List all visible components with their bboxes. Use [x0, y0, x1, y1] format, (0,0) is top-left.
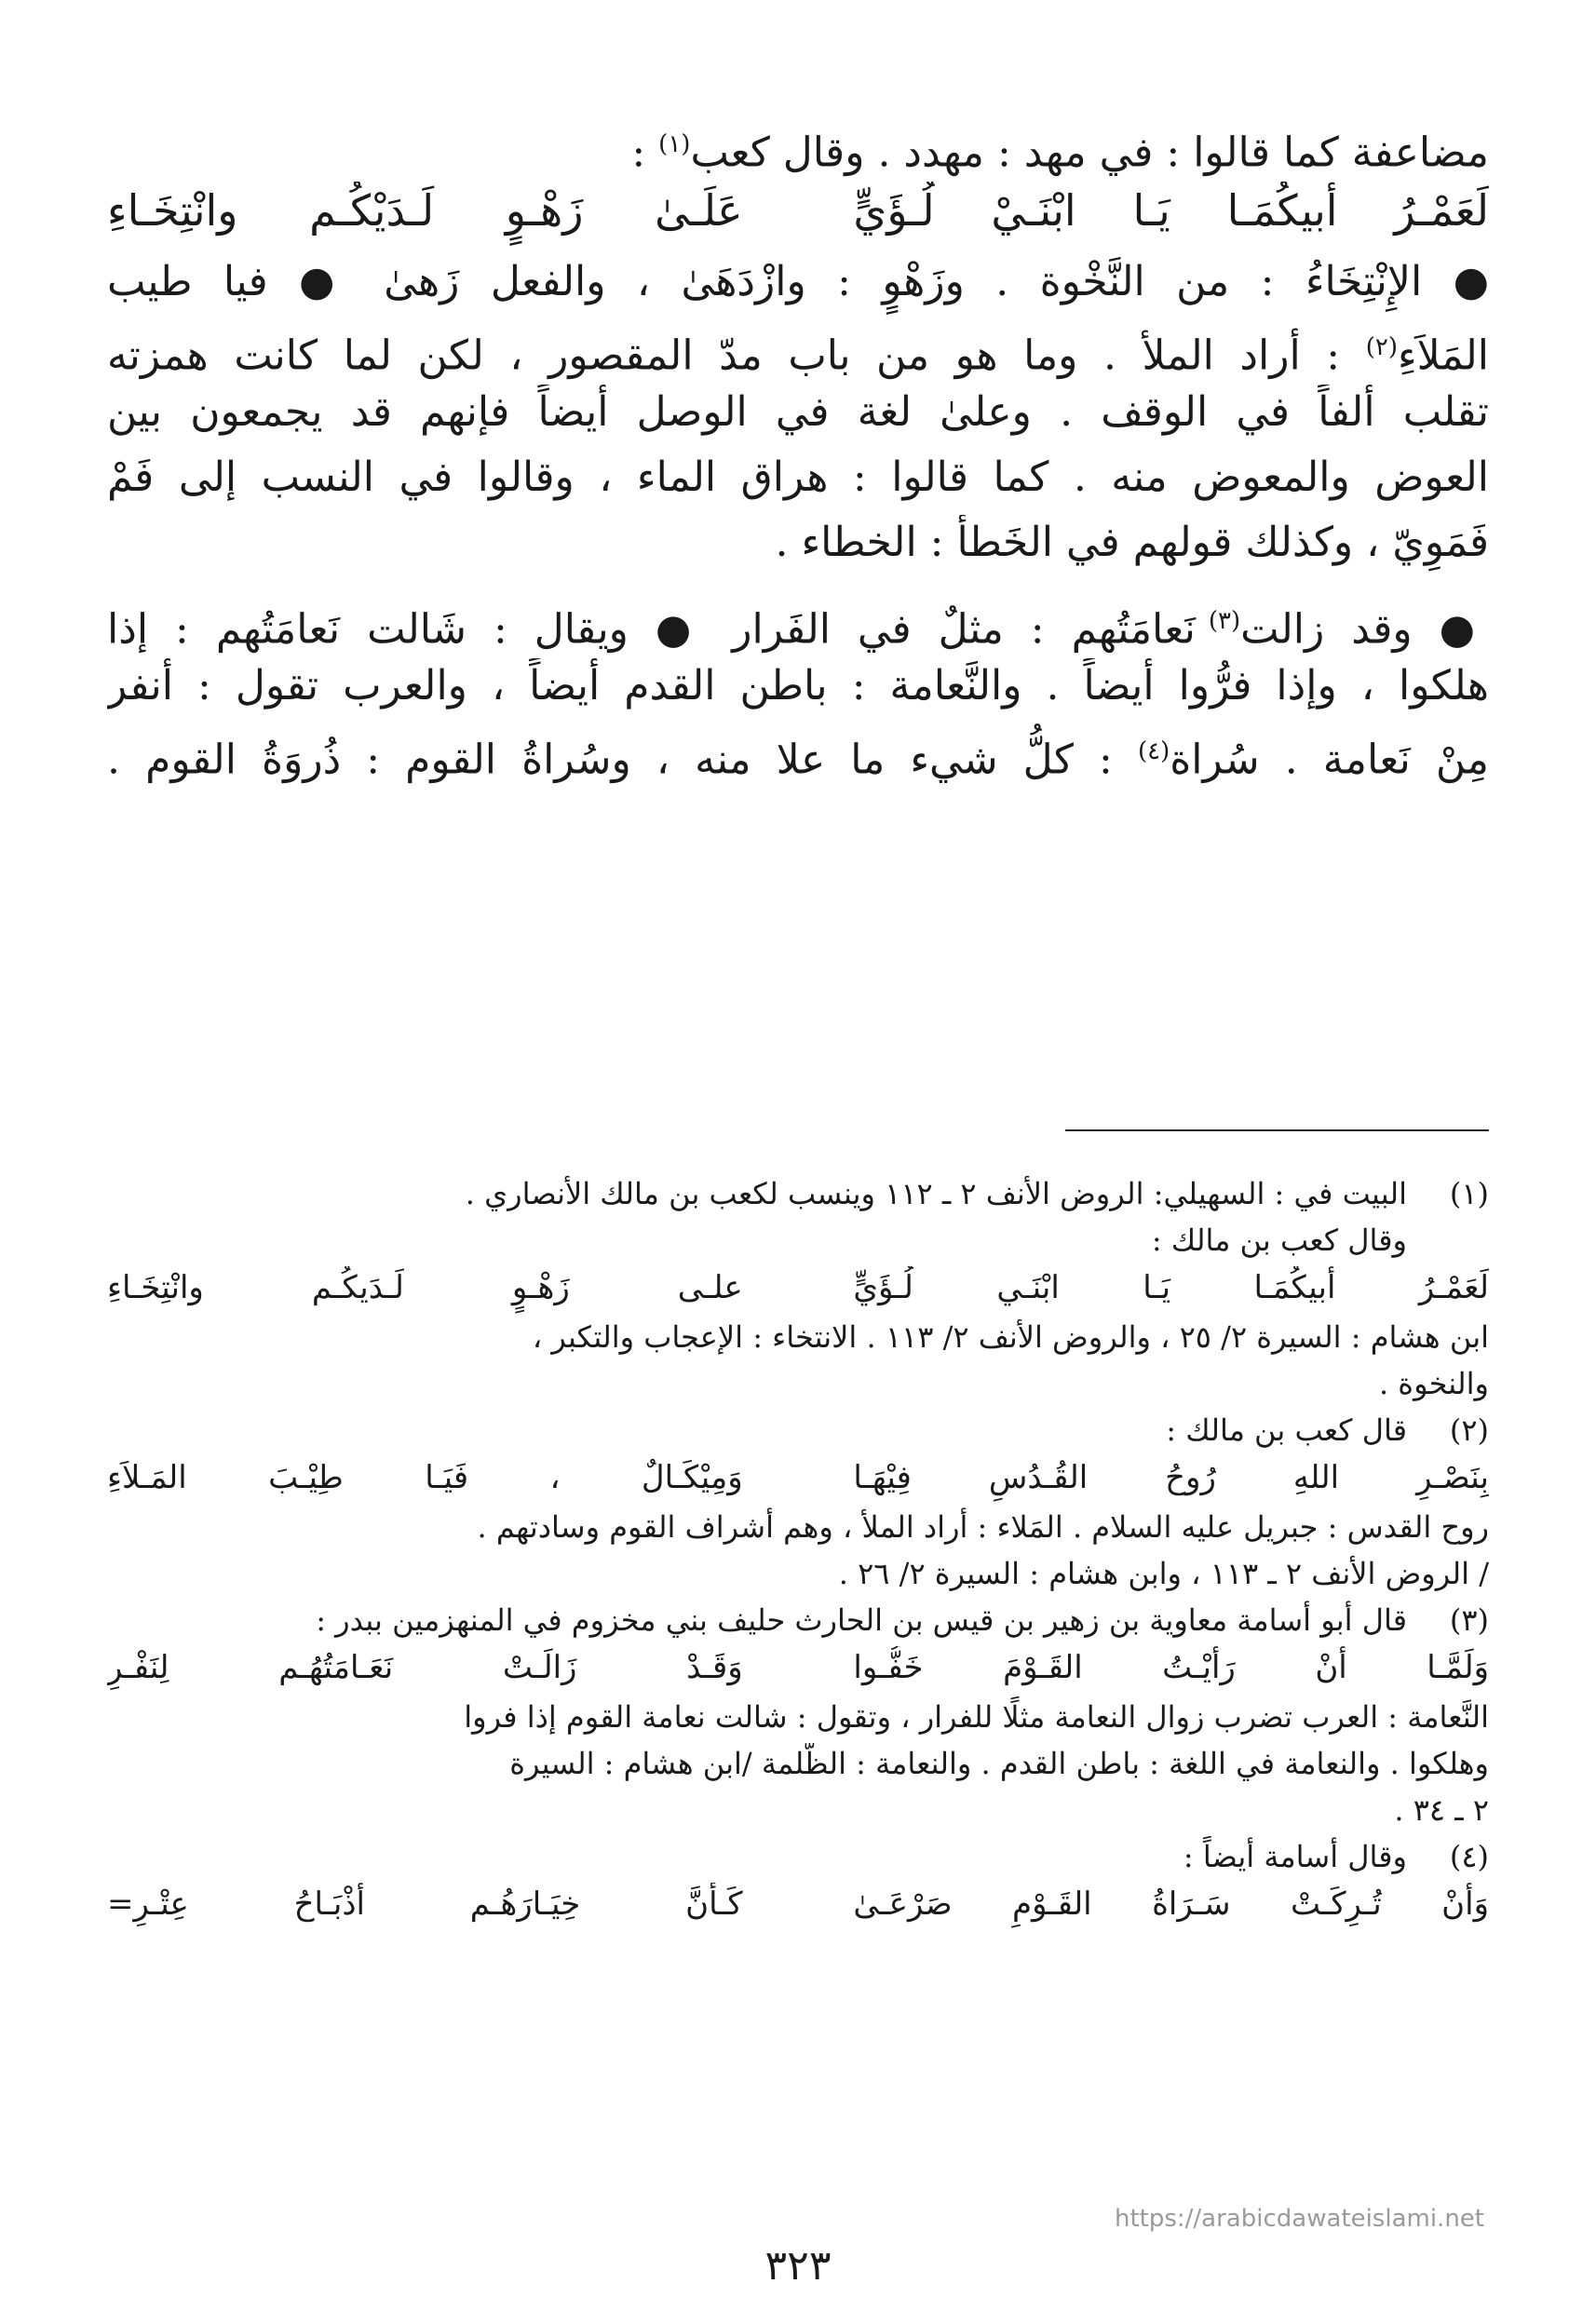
text-span: المَلاَءِ: [1397, 331, 1489, 380]
text-span: قال كعب بن مالك :: [1166, 1412, 1407, 1448]
verse-first-hemistich: لَعَمْـرُ أبيكُمَـا يَـا ابْنَـيْ لُـؤَيٍّ: [853, 185, 1489, 236]
footnote-line: [107, 1173, 1489, 1220]
watermark-url: https://arabicdawateislami.net: [1114, 2205, 1484, 2233]
text-span: مضاعفة كما قالوا : في مهد : مهدد . وقال كعب: [690, 128, 1489, 177]
footnote-line: والنخوة .: [1378, 1366, 1489, 1401]
footnote-line: [107, 1836, 1489, 1883]
verse-second-hemistich: كَـأَنَّ خِيَـارَهُـم أَذْبَـاحُ عِتْـرِ=: [107, 1885, 743, 1923]
main-text: [107, 116, 1489, 789]
footnote-line: ابن هشام : السيرة ٢/ ٢٥ ، والروض الأنف ٢/ ١١٣ . الانتخاء : الإعجاب والتكبر ،: [532, 1319, 1489, 1355]
verse-second-hemistich: وَقَـدْ زَالَـتْ نَعَـامَتُهُـم لِنَفْـرِ: [107, 1649, 743, 1686]
poetry-verse: [107, 182, 1489, 254]
footnote-line: روح القدس : جبريل عليه السلام . المَلاء : أراد الملأ ، وهم أشراف القوم وسادتهم .: [477, 1509, 1489, 1545]
footnotes: [107, 1173, 1489, 1933]
text-span: وقال أسامة أيضاً :: [1183, 1839, 1407, 1874]
footnote-line: النَّعامة : العرب تضرب زوال النعامة مثلًا للفرار ، وتقول : شالت نعامة القوم إذا فروا: [464, 1699, 1489, 1735]
footnote-number: (٢): [1449, 1412, 1489, 1448]
text-line: العوض والمعوض منه . كما قالوا : هراق الماء ، وقالوا في النسب إلى فَمْ: [107, 453, 1489, 501]
text-line: [107, 593, 1489, 658]
verse-second-hemistich: علـى زَهْـوٍ لَـدَيكُـم وانْتِخَـاءِ: [107, 1269, 743, 1306]
footnote-verse: [107, 1883, 1489, 1933]
text-line: تقلب ألفاً في الوقف . وعلىٰ لغة في الوصل أيضاً فإنهم قد يجمعون بين: [107, 388, 1489, 436]
footnote-ref[interactable]: (٤): [1137, 737, 1170, 765]
text-line: [107, 319, 1489, 385]
text-span: البيت في : السهيلي: الروض الأنف ٢ ـ ١١٢ وينسب لكعب بن مالك الأنصاري .: [465, 1176, 1407, 1211]
text-line: هلكوا ، وإذا فرُّوا أيضاً . والنَّعامة : باطن القدم أيضاً ، والعرب تقول : أنفر: [107, 662, 1489, 709]
footnote-verse: [107, 1646, 1489, 1696]
footnote-ref[interactable]: (٢): [1365, 333, 1398, 361]
footnote-line: [107, 1410, 1489, 1456]
footnote-line: ٢ ـ ٣٤ .: [1394, 1792, 1489, 1828]
text-span: : كلُّ شيء ما علا منه ، وسُراةُ القوم : ذُروَةُ القوم .: [107, 736, 1138, 784]
text-span: قال أبو أسامة معاوية بن زهير بن قيس بن الحارث حليف بني مخزوم في المنهزمين ببدر :: [316, 1602, 1407, 1638]
footnote-verse: [107, 1266, 1489, 1317]
footnote-line: وهلكوا . والنعامة في اللغة : باطن القدم . والنعامة : الظُّلمة /ابن هشام : السيرة: [509, 1746, 1489, 1781]
verse-first-hemistich: وَأَنْ تُـرِكَـتْ سَـرَاةُ القَـوْمِ صَرْعَـىٰ: [853, 1885, 1489, 1923]
footnote-number: (١): [1449, 1176, 1489, 1211]
footnote-line: [107, 1600, 1489, 1646]
footnote-line: / الروض الأنف ٢ ـ ١١٣ ، وابن هشام : السيرة ٢/ ٢٦ .: [838, 1556, 1489, 1591]
footnote-verse: [107, 1456, 1489, 1507]
footnote-number: (٤): [1449, 1839, 1489, 1874]
footnote-ref[interactable]: (٣): [1208, 607, 1241, 635]
verse-second-hemistich: عَلَـىٰ زَهْـوٍ لَـدَيْكُـم وانْتِخَـاءِ: [107, 185, 743, 236]
verse-first-hemistich: بِنَصْـرِ اللهِ رُوحُ القُـدُسِ فِيْهَـا: [853, 1459, 1489, 1496]
text-line: فَمَوِيّ ، وكذلك قولهم في الخَطأ : الخطاء .: [775, 519, 1489, 566]
footnote-ref[interactable]: (١): [658, 130, 691, 158]
text-span: نَعامَتُهم : مثلٌ في الفَرار ● ويقال : شَالت نَعامَتُهم : إذا: [107, 605, 1209, 654]
text-line: ● الإِنْتِخَاءُ : من النَّخْوة . وزَهْوٍ : وازْدَهَىٰ ، والفعل زَهىٰ ● فيا طيب: [107, 258, 1489, 305]
text-span: : أراد الملأ . وما هو من باب مدّ المقصور ، لكن لما كانت همزته: [107, 331, 1366, 380]
footnote-separator: [1065, 1129, 1489, 1131]
verse-first-hemistich: لَعَمْـرُ أبيكُمَـا يَـا ابْنَـي لُـؤَيٍّ: [853, 1269, 1489, 1306]
verse-first-hemistich: وَلَمَّـا أَنْ رَأَيْـتُ القَـوْمَ خَفُّـوا: [853, 1649, 1489, 1686]
footnote-number: (٣): [1449, 1602, 1489, 1638]
page-number: ٣٢٣: [764, 2242, 832, 2290]
text-span: مِنْ نَعامة . سُراة: [1170, 736, 1489, 784]
verse-second-hemistich: وَمِيْكَـالٌ ، فَيَـا طِيْـبَ المَـلاَءِ: [107, 1459, 743, 1496]
footnote-line: وقال كعب بن مالك :: [1151, 1223, 1407, 1258]
text-line: [107, 723, 1489, 789]
text-span: :: [631, 128, 659, 177]
text-span: ● وقد زالت: [1240, 605, 1489, 654]
text-line: [107, 116, 1489, 182]
